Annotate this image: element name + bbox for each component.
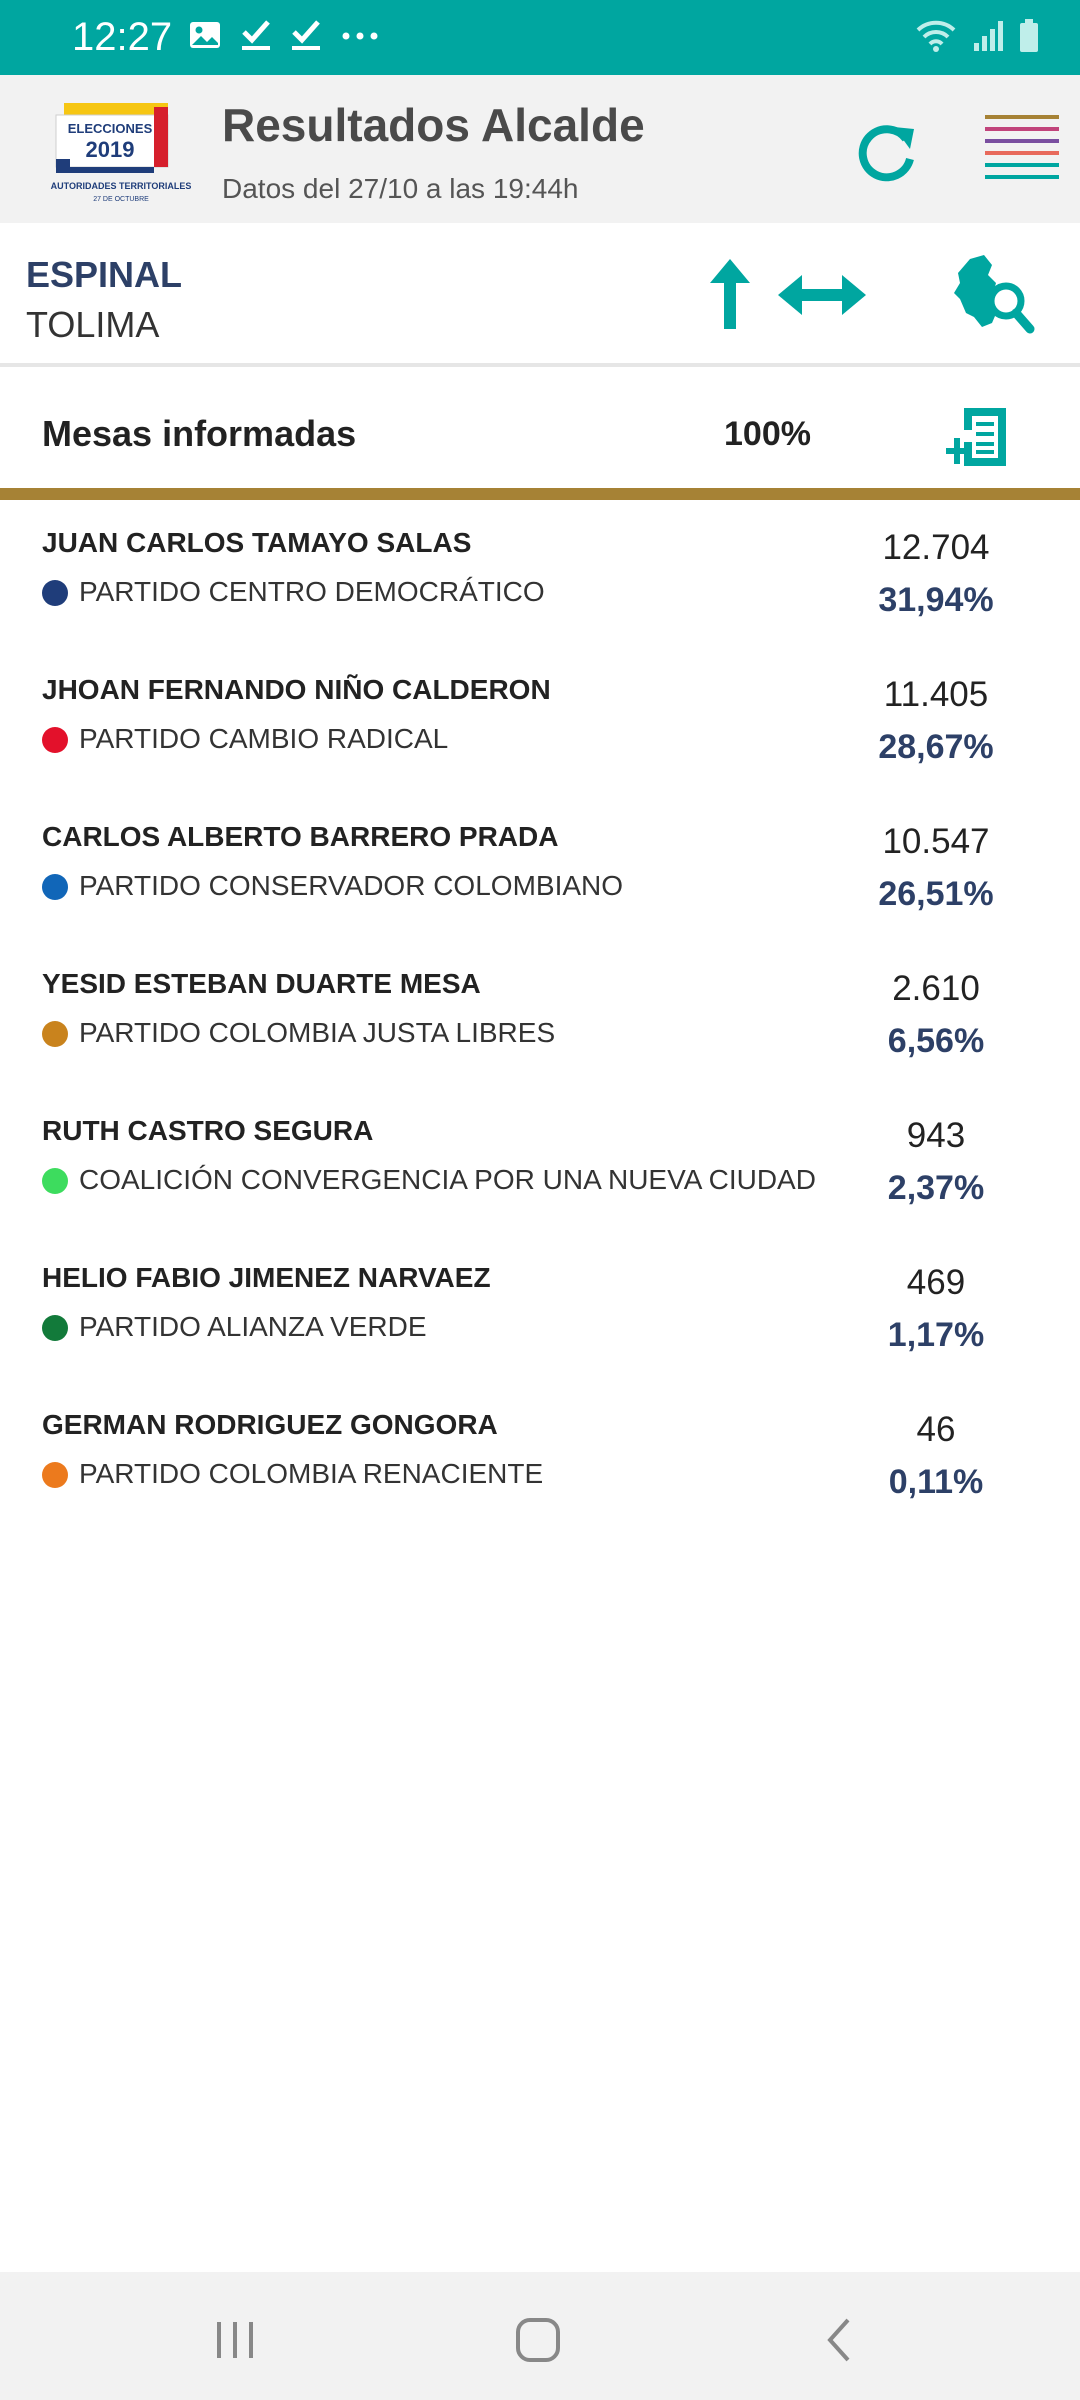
logo-line2: 2019 xyxy=(85,137,135,162)
wifi-icon xyxy=(914,18,958,54)
logo-line1: ELECCIONES xyxy=(67,121,153,136)
party-name: PARTIDO COLOMBIA RENACIENTE xyxy=(79,1458,544,1489)
municipality-name: ESPINAL xyxy=(26,254,183,295)
data-timestamp: Datos del 27/10 a las 19:44h xyxy=(222,173,579,204)
vote-percentage: 2,37% xyxy=(887,1169,985,1207)
vote-count: 46 xyxy=(916,1410,956,1449)
tables-reported-row xyxy=(0,370,1080,488)
vote-percentage: 1,17% xyxy=(887,1316,985,1354)
app-header xyxy=(0,75,1080,223)
candidate-row[interactable] xyxy=(0,647,1080,794)
map-search-icon[interactable] xyxy=(952,253,1036,337)
status-system-icons xyxy=(914,18,1040,54)
status-bar xyxy=(0,0,1080,75)
tables-reported-label: Mesas informadas xyxy=(42,413,357,454)
refresh-icon[interactable] xyxy=(852,119,922,189)
image-icon xyxy=(188,18,222,52)
elecciones-logo xyxy=(46,97,196,207)
section-divider xyxy=(0,488,1080,500)
party-color-dot xyxy=(42,1462,68,1488)
candidate-row[interactable] xyxy=(0,794,1080,941)
candidate-name: CARLOS ALBERTO BARRERO PRADA xyxy=(42,821,559,852)
party-color-dot xyxy=(42,727,68,753)
department-name: TOLIMA xyxy=(26,304,160,345)
party-name: PARTIDO COLOMBIA JUSTA LIBRES xyxy=(79,1017,556,1048)
vote-count: 943 xyxy=(906,1116,966,1155)
party-name: COALICIÓN CONVERGENCIA POR UNA NUEVA CIUDAD xyxy=(79,1164,816,1195)
tables-reported-value: 100% xyxy=(724,415,811,453)
vote-count: 10.547 xyxy=(882,822,990,861)
home-icon[interactable] xyxy=(514,2316,562,2364)
location-bar xyxy=(0,223,1080,367)
candidate-row[interactable] xyxy=(0,1382,1080,1529)
vote-count: 11.405 xyxy=(883,675,989,714)
vote-percentage: 6,56% xyxy=(887,1022,985,1060)
vote-percentage: 0,11% xyxy=(888,1463,984,1501)
party-name: PARTIDO CAMBIO RADICAL xyxy=(79,723,449,754)
logo-line3: AUTORIDADES TERRITORIALES xyxy=(50,181,192,191)
party-name: PARTIDO CENTRO DEMOCRÁTICO xyxy=(79,576,545,607)
check-icon xyxy=(290,18,322,52)
candidate-row[interactable] xyxy=(0,500,1080,647)
vote-percentage: 28,67% xyxy=(878,728,994,766)
battery-icon xyxy=(1018,18,1040,54)
page-title: Resultados Alcalde xyxy=(222,99,645,151)
candidate-row[interactable] xyxy=(0,1235,1080,1382)
vote-percentage: 31,94% xyxy=(878,581,994,619)
vote-percentage: 26,51% xyxy=(878,875,994,913)
arrow-up-icon[interactable] xyxy=(706,257,754,331)
check-icon xyxy=(240,18,272,52)
candidate-name: YESID ESTEBAN DUARTE MESA xyxy=(42,968,481,999)
candidate-name: RUTH CASTRO SEGURA xyxy=(42,1115,374,1146)
party-color-dot xyxy=(42,874,68,900)
vote-count: 469 xyxy=(906,1263,966,1302)
vote-count: 2.610 xyxy=(892,969,980,1008)
candidate-name: HELIO FABIO JIMENEZ NARVAEZ xyxy=(42,1262,491,1293)
party-color-dot xyxy=(42,580,68,606)
system-navigation-bar xyxy=(0,2272,1080,2400)
results-list xyxy=(0,500,1080,1529)
candidate-name: GERMAN RODRIGUEZ GONGORA xyxy=(42,1409,498,1440)
add-document-icon[interactable] xyxy=(946,406,1010,470)
back-icon[interactable] xyxy=(820,2316,860,2364)
candidate-name: JHOAN FERNANDO NIÑO CALDERON xyxy=(42,674,551,705)
logo-line4: 27 DE OCTUBRE xyxy=(93,196,149,203)
party-name: PARTIDO ALIANZA VERDE xyxy=(79,1311,427,1342)
party-color-dot xyxy=(42,1168,68,1194)
party-color-dot xyxy=(42,1315,68,1341)
recent-apps-icon[interactable] xyxy=(213,2320,257,2360)
party-color-dot xyxy=(42,1021,68,1047)
signal-icon xyxy=(972,19,1004,53)
status-notification-icons xyxy=(188,18,380,52)
menu-icon[interactable] xyxy=(985,111,1059,187)
candidate-row[interactable] xyxy=(0,1088,1080,1235)
arrow-left-right-icon[interactable] xyxy=(776,271,868,319)
vote-count: 12.704 xyxy=(882,528,990,567)
party-name: PARTIDO CONSERVADOR COLOMBIANO xyxy=(79,870,624,901)
more-dots-icon xyxy=(340,18,380,52)
candidate-name: JUAN CARLOS TAMAYO SALAS xyxy=(42,527,472,558)
status-time: 12:27 xyxy=(72,15,173,59)
candidate-row[interactable] xyxy=(0,941,1080,1088)
